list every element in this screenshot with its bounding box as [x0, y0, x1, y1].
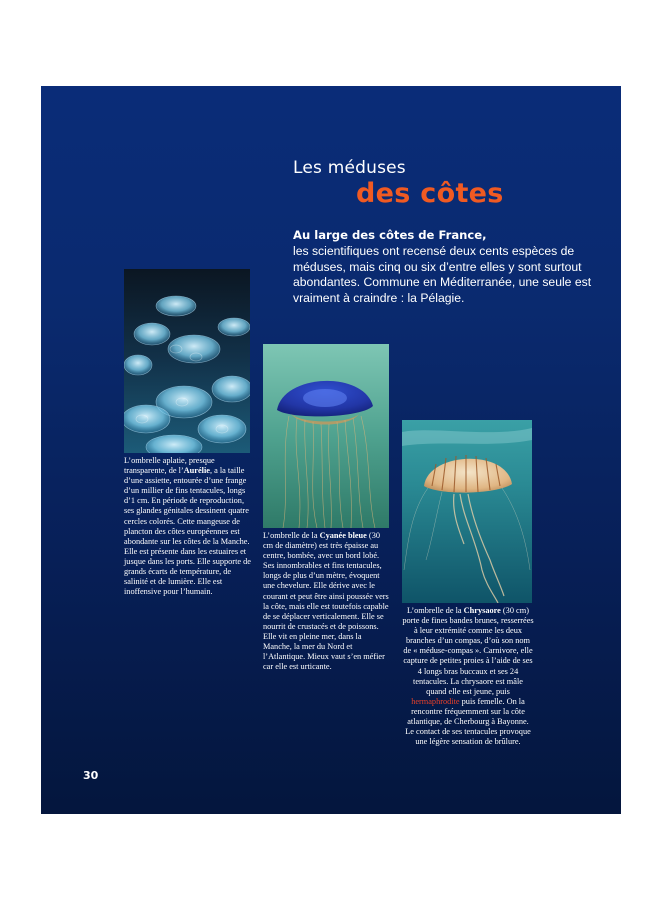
caption-cyanee-name: Cyanée bleue — [319, 531, 367, 540]
caption-chrysaore-after: puis femelle. On la rencontre fréquemment sur la côte atlantique, de Cherbourg à Bayonne. Le contact de ses tentacules provoque une légère sensation de brûlure. — [405, 696, 531, 747]
chrysaore-illustration — [402, 420, 532, 603]
heading-line-2: des côtes — [356, 178, 504, 209]
caption-aurelie-after: , a la taille d’une assiette, entourée d’une frange d’un millier de fins tentacules, longs d’1 cm. En période de reproduction, ses glandes génitales dessinent quatre cercles colorés. Cette mangeuse de plancton des côtes européennes est abondante sur les côtes de la Manche. Elle est présente dans les estuaires et jusque dans les ports. Elle supporte de grands écarts de température, de salinité et de lumière. Elle est inoffensive pour l’humain. — [124, 466, 251, 597]
caption-chrysaore — [402, 606, 534, 747]
caption-aurelie-name: Aurélie — [183, 466, 210, 476]
caption-cyanee — [263, 531, 389, 672]
cyanee-illustration — [263, 344, 389, 528]
heading-line-1: Les méduses — [293, 158, 406, 178]
caption-chrysaore-highlight: hermaphrodite — [411, 696, 460, 706]
magazine-page — [41, 86, 621, 814]
photo-aurelie — [124, 269, 250, 453]
caption-chrysaore-name: Chrysaore — [463, 606, 501, 615]
photo-cyanee — [263, 344, 389, 528]
intro-body: les scientifiques ont recensé deux cents espèces de méduses, mais cinq ou six d’entre elles y sont surtout abondantes. Commune en Méditerranée, une seule est vraiment à craindre : la Pélagie. — [293, 243, 592, 306]
caption-aurelie — [124, 456, 252, 597]
caption-chrysaore-middle: (30 cm) porte de fines bandes brunes, resserrées à leur extrémité comme les deux branches d’un compas, d’où son nom de « méduse-compas ». Carnivore, elle capture de petites proies à l’aide de ses 4 longs bras buccaux et ses 24 tentacules. La chrysaore est mâle quand elle est jeune, puis — [402, 606, 534, 696]
intro-lead: Au large des côtes de France, — [293, 228, 487, 242]
page-number: 30 — [83, 769, 99, 782]
caption-aurelie-before: L’ombrelle aplatie, presque transparente, de l’ — [124, 456, 215, 476]
caption-cyanee-after: (30 cm de diamètre) est très épaisse au centre, bombée, avec un bord lobé. Ses innombrables et fins tentacules, longs de plus d’un mètre, évoquent une chevelure. Elle dérive avec le courant et peut être ainsi poussée vers la côte, mais elle est toutefois capable de se déplacer verticalement. Elle se nourrit de crustacés et de poissons. Elle vit en pleine mer, dans la Manche, la mer du Nord et l’Atlantique. Mieux vaut s’en méfier car elle est urticante. — [263, 531, 389, 672]
caption-chrysaore-before: L’ombrelle de la — [407, 606, 464, 615]
caption-cyanee-before: L’ombrelle de la — [263, 531, 320, 540]
intro-paragraph — [293, 228, 613, 307]
photo-chrysaore — [402, 420, 532, 603]
aurelie-illustration — [124, 269, 250, 453]
